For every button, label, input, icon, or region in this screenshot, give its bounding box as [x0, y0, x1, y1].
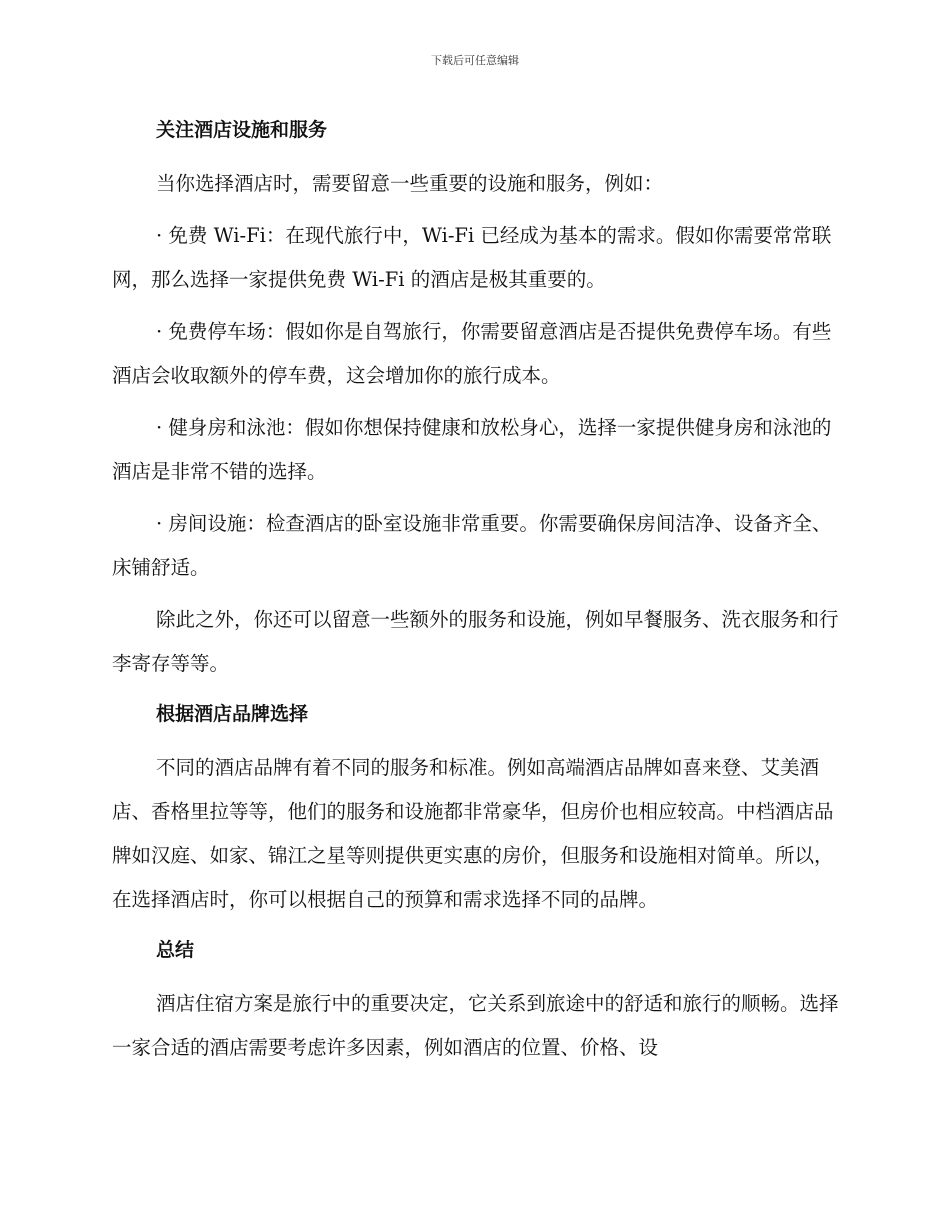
section-heading-facilities: 关注酒店设施和服务: [156, 119, 328, 141]
paragraph-facilities-intro: 当你选择酒店时，需要留意一些重要的设施和服务，例如：: [156, 172, 664, 195]
document-body: [112, 110, 840, 1078]
page-header: 下载后可任意编辑: [431, 54, 519, 67]
paragraph-parking: · 免费停车场：假如你是自驾旅行，你需要留意酒店是否提供免费停车场。有些酒店会收取额外的停车费，这会增加你的旅行成本。: [112, 320, 832, 387]
section-heading-brand: 根据酒店品牌选择: [156, 703, 309, 725]
paragraph-summary: 酒店住宿方案是旅行中的重要决定，它关系到旅途中的舒适和旅行的顺畅。选择一家合适的酒店需要考虑许多因素，例如酒店的位置、价格、设: [112, 992, 839, 1059]
paragraph-brand: 不同的酒店品牌有着不同的服务和标准。例如高端酒店品牌如喜来登、艾美酒店、香格里拉等等，他们的服务和设施都非常豪华，但房价也相应较高。中档酒店品牌如汉庭、如家、锦江之星等则提供更实惠的房价，但服务和设施相对简单。所以，在选择酒店时，你可以根据自己的预算和需求选择不同的品牌。: [112, 756, 834, 911]
section-heading-summary: 总结: [156, 939, 195, 961]
paragraph-extra-services: 除此之外，你还可以留意一些额外的服务和设施，例如早餐服务、洗衣服务和行李寄存等等。: [112, 608, 839, 675]
paragraph-wifi: · 免费 Wi-Fi：在现代旅行中，Wi-Fi 已经成为基本的需求。假如你需要常常联网，那么选择一家提供免费 Wi-Fi 的酒店是极其重要的。: [112, 224, 832, 291]
paragraph-gym-pool: · 健身房和泳池：假如你想保持健康和放松身心，选择一家提供健身房和泳池的酒店是非常不错的选择。: [112, 416, 832, 483]
paragraph-room-facilities: · 房间设施：检查酒店的卧室设施非常重要。你需要确保房间洁净、设备齐全、床铺舒适。: [112, 512, 832, 579]
